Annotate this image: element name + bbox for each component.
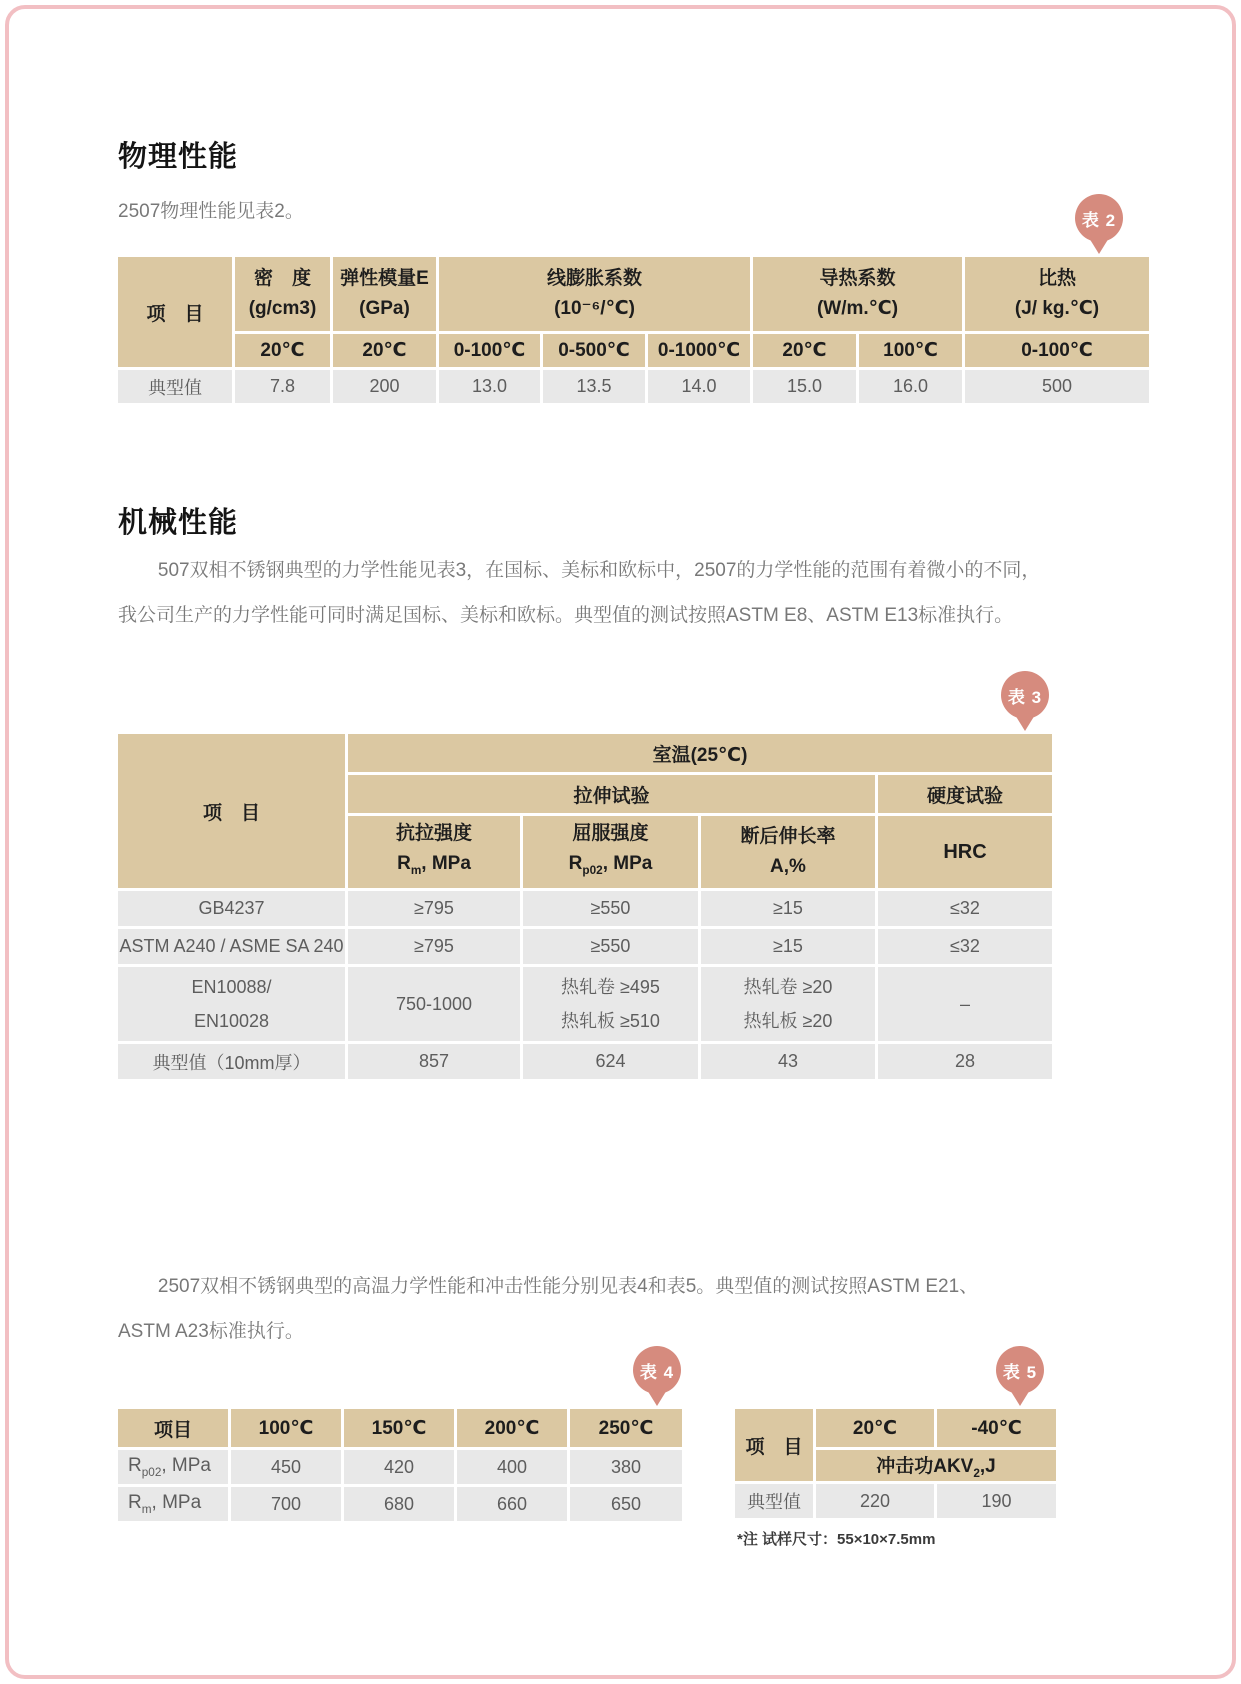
table2-badge-label: 表 2 — [1081, 210, 1117, 230]
table3-col-tensile-strength: 抗拉强度 $R_m$, MPa — [348, 816, 520, 888]
table5-item-header: 项 目 — [735, 1409, 813, 1481]
table4-value: 660 — [457, 1487, 567, 1521]
table4-header: 项目 — [118, 1409, 228, 1447]
table2-value: 15.0 — [753, 370, 856, 403]
table4-value: 680 — [344, 1487, 454, 1521]
table3-value: ≥15 — [701, 891, 875, 926]
table5-value: 190 — [937, 1484, 1056, 1518]
subscript: m — [410, 863, 422, 877]
table3-value: 热轧卷 ≥495 热轧板 ≥510 — [523, 967, 698, 1041]
table3-item-header: 项 目 — [118, 734, 345, 888]
table5-row-label: 典型值 — [735, 1484, 813, 1518]
paragraph-line: 我公司生产的力学性能可同时满足国标、美标和欧标。典型值的测试按照ASTM E8、ASTM E13标准执行。 — [118, 605, 1014, 626]
table2-subheader: 0-100℃ — [965, 334, 1149, 367]
table4-value: 650 — [570, 1487, 682, 1521]
table3-value: ≥550 — [523, 891, 698, 926]
table3-hardness-header: 硬度试验 — [878, 775, 1052, 813]
paragraph-line: 2507双相不锈钢典型的高温力学性能和冲击性能分别见表4和表5。典型值的测试按照ASTM E21、 — [157, 1276, 979, 1297]
table5-impact-header: 冲击功$AKV_2,J$ — [816, 1450, 1056, 1481]
table2-value: 500 — [965, 370, 1149, 403]
table3-value: ≤32 — [878, 891, 1052, 926]
table4-pin-badge — [633, 1346, 681, 1394]
table3-row-label: EN10088/ EN10028 — [118, 967, 345, 1041]
table3-value: 857 — [348, 1044, 520, 1079]
physical-intro-text: 2507物理性能见表2。 — [118, 201, 304, 222]
table3-value: 43 — [701, 1044, 875, 1079]
table2-group-expansion: 线膨胀系数 (10⁻⁶/℃) — [439, 257, 750, 331]
mechanical-paragraph — [118, 548, 1078, 638]
table5-temp-header: 20℃ — [816, 1409, 934, 1447]
table2-group-modulus: 弹性模量E (GPa) — [333, 257, 436, 331]
table3-value: 750-1000 — [348, 967, 520, 1041]
paragraph-line: ASTM A23标准执行。 — [118, 1321, 304, 1342]
table3-value: ≥795 — [348, 891, 520, 926]
impact-paragraph — [118, 1264, 1078, 1354]
table4-value: 400 — [457, 1450, 567, 1484]
table3-tensile-header: 拉伸试验 — [348, 775, 875, 813]
table3-value: ≥15 — [701, 929, 875, 964]
table4-badge-label: 表 4 — [639, 1362, 675, 1382]
table3-value: 28 — [878, 1044, 1052, 1079]
table4-value: 420 — [344, 1450, 454, 1484]
table4-high-temp-properties — [115, 1406, 685, 1524]
table2-subheader: 20℃ — [235, 334, 330, 367]
table3-mechanical-properties — [115, 731, 1055, 1082]
table3-value: ≤32 — [878, 929, 1052, 964]
table2-value: 14.0 — [648, 370, 750, 403]
table2-pin-badge — [1075, 194, 1123, 242]
table3-room-temp-header: 室温(25℃) — [348, 734, 1052, 772]
table2-group-specific-heat: 比热 (J/ kg.℃) — [965, 257, 1149, 331]
table2-item-header: 项 目 — [118, 257, 232, 367]
table2-group-density: 密 度 (g/cm3) — [235, 257, 330, 331]
table3-value: 热轧卷 ≥20 热轧板 ≥20 — [701, 967, 875, 1041]
table2-physical-properties — [115, 254, 1152, 406]
table3-badge-label: 表 3 — [1007, 687, 1043, 707]
table3-value: – — [878, 967, 1052, 1041]
table3-row-label: ASTM A240 / ASME SA 240 — [118, 929, 345, 964]
table5-pin-badge — [996, 1346, 1044, 1394]
table2-subheader: 20℃ — [333, 334, 436, 367]
table2-subheader: 0-500℃ — [543, 334, 645, 367]
table4-header: 150℃ — [344, 1409, 454, 1447]
section-heading-mechanical: 机械性能 — [118, 507, 239, 539]
table2-subheader: 0-1000℃ — [648, 334, 750, 367]
table5-badge-label: 表 5 — [1002, 1362, 1038, 1382]
table4-value: 700 — [231, 1487, 341, 1521]
table2-subheader: 100℃ — [859, 334, 962, 367]
table5-impact-properties — [732, 1406, 1059, 1521]
table2-value: 13.5 — [543, 370, 645, 403]
table2-row-label: 典型值 — [118, 370, 232, 403]
subscript: m — [141, 1502, 152, 1516]
paragraph-line: 507双相不锈钢典型的力学性能见表3，在国标、美标和欧标中，2507的力学性能的范围有着微小的不同， — [157, 560, 1041, 581]
table4-header: 250℃ — [570, 1409, 682, 1447]
table3-col-yield-strength: 屈服强度 $R_{p02}$, MPa — [523, 816, 698, 888]
table2-group-conductivity: 导热系数 (W/m.℃) — [753, 257, 962, 331]
table4-value: 380 — [570, 1450, 682, 1484]
specimen-size-footnote: *注 试样尺寸：55×10×7.5mm — [737, 1531, 936, 1548]
table5-value: 220 — [816, 1484, 934, 1518]
table4-header: 200℃ — [457, 1409, 567, 1447]
table5-temp-header: -40℃ — [937, 1409, 1056, 1447]
subscript: p02 — [141, 1465, 162, 1479]
table3-value: ≥795 — [348, 929, 520, 964]
table3-col-hrc: HRC — [878, 816, 1052, 888]
table3-row-label: GB4237 — [118, 891, 345, 926]
section-heading-physical: 物理性能 — [118, 141, 239, 173]
table2-value: 16.0 — [859, 370, 962, 403]
table2-value: 7.8 — [235, 370, 330, 403]
table3-pin-badge — [1001, 671, 1049, 719]
table2-value: 13.0 — [439, 370, 540, 403]
table3-col-elongation: 断后伸长率 A,% — [701, 816, 875, 888]
table4-value: 450 — [231, 1450, 341, 1484]
table4-row-label: $R_m$, MPa — [118, 1487, 228, 1521]
table4-header: 100℃ — [231, 1409, 341, 1447]
table2-value: 200 — [333, 370, 436, 403]
subscript: p02 — [582, 863, 603, 877]
table4-row-label: $R_{p02}$, MPa — [118, 1450, 228, 1484]
table2-subheader: 0-100℃ — [439, 334, 540, 367]
table2-subheader: 20℃ — [753, 334, 856, 367]
table3-value: 624 — [523, 1044, 698, 1079]
table3-value: ≥550 — [523, 929, 698, 964]
subscript: 2 — [973, 1466, 980, 1480]
table3-row-label: 典型值（10mm厚） — [118, 1044, 345, 1079]
